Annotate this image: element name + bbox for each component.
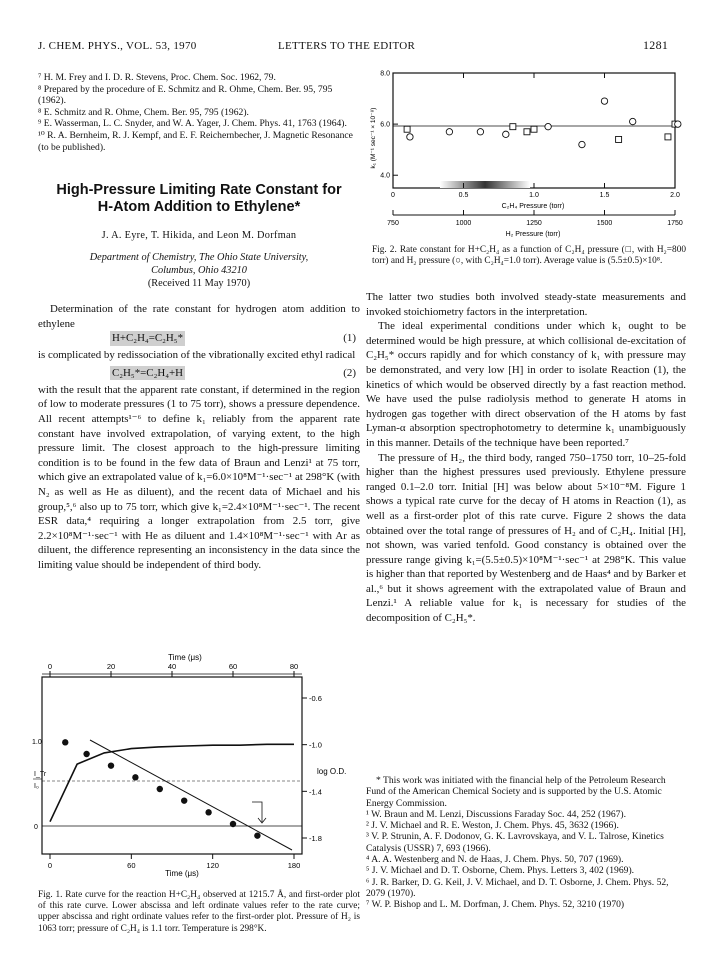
paragraph: The latter two studies both involved steady-state measurements and invoked stoichiometry factors in the interpretation. xyxy=(366,291,686,318)
fig1-first-order-point xyxy=(157,786,163,792)
reference: ⁸ Prepared by the procedure of E. Schmitz and R. Ohme, Chem. Ber. 95, 795 (1962). xyxy=(38,83,333,107)
fig1-right-axis-title: log O.D. xyxy=(317,767,347,776)
fig2-y-tick-label: 6.0 xyxy=(380,121,390,129)
fig1-fit-line xyxy=(90,740,292,850)
fig1-top-tick-label: 60 xyxy=(228,662,238,671)
fig1-first-order-point xyxy=(132,774,138,780)
fig1-top-tick-label: 0 xyxy=(47,662,53,671)
fig1-first-order-point xyxy=(230,821,236,827)
affiliation-line: Department of Chemistry, The Ohio State University, xyxy=(89,252,309,263)
fig1-top-tick-label: 40 xyxy=(167,662,177,671)
footnote: ¹ W. Braun and M. Lenzi, Discussions Faraday Soc. 44, 252 (1967). xyxy=(366,808,627,820)
fig2-x2-ticks xyxy=(387,210,683,227)
footnote: ⁵ J. V. Michael and D. T. Osborne, Chem. Phys. Letters 3, 402 (1969). xyxy=(366,865,635,877)
fig1-bottom-tick-label: 60 xyxy=(127,861,136,870)
footnote: ² J. V. Michael and R. E. Weston, J. Chem. Phys. 45, 3632 (1966). xyxy=(366,820,619,832)
top-references xyxy=(38,72,360,153)
paragraph: is complicated by redissociation of the vibrationally excited ethyl radical xyxy=(38,349,356,362)
equation-number: (2) xyxy=(343,366,356,379)
fig1-left-tick: 0 xyxy=(34,824,38,831)
article-title xyxy=(34,182,364,216)
fig1-bottom-tick-label: 180 xyxy=(287,861,301,870)
fig2-x2-tick-label: 1500 xyxy=(596,220,613,227)
reference: ⁹ E. Wasserman, L. C. Snyder, and W. A. Yager, J. Chem. Phys. 41, 1763 (1964). xyxy=(38,118,347,130)
fig2-circle-point xyxy=(503,131,509,137)
fig2-points xyxy=(404,98,681,148)
reference: ⁸ E. Schmitz and R. Ohme, Chem. Ber. 95, 795 (1962). xyxy=(38,106,249,118)
fig1-first-order-point xyxy=(83,751,89,757)
fig1-right-tick-label: -1.8 xyxy=(309,834,322,843)
paragraph: The pressure of H₂, the third body, ranged 750–1750 torr, 10–25-fold higher than the highest pressures used previously. Ethylene pressure ranged 0.1–2.0 torr. Initial [H] was below about 5×10⁻⁸M. Figure 1 shows a typical rate curve for the decay of H atoms in Reaction (1), as well as a first-order plot of this rate curve. Figure 2 shows the data obtained over the total range of pressures of H₂ and of C₂H₄. Initial [H], not shown, was varied tenfold. Good constancy is obtained over the pressure range giving k₁=(5.5±0.5)×10⁸M⁻¹·sec⁻¹ at 298°K. This value is higher than that reported by Westenberg and de Haas⁴ and by Barker et al.,⁶ but it shows agreement with the extrapolated value of Braun and Lenzi.¹ A reliable value for k₁ is necessary for studies of the decomposition of C₂H₅*. xyxy=(366,451,686,625)
figure-1-caption: Fig. 1. Rate curve for the reaction H+C₂H₄ observed at 1215.7 Å, and first-order plot of this rate curve. Lower abscissa and left ordinate values refer to the rate curve; upper abscissa and right ordinate values refer to the first-order plot. Pressure of H₂ is 1063 torr; pressure of C₂H₄ is 1.1 torr. Temperature is 298°K. xyxy=(38,890,360,934)
fig2-x-tick-label: 0.5 xyxy=(458,192,469,199)
footnote: * This work was initiated with the financial help of the Petroleum Research Fund of the American Chemical Society and is supported by the U.S. Atomic Energy Commission. xyxy=(366,775,666,809)
equation-text: C₂H₅*=C₂H₄+H xyxy=(112,366,184,379)
title-line: High-Pressure Limiting Rate Constant for xyxy=(56,182,342,198)
fig1-bottom-axis-title: Time (μs) xyxy=(165,869,199,878)
fig2-circle-point xyxy=(601,98,607,104)
fig2-x-title: C₂H₄ Pressure (torr) xyxy=(501,203,565,210)
fig1-left-label-num: I_Tr xyxy=(34,771,47,778)
fig2-square-point xyxy=(531,126,537,132)
fig1-first-order-point xyxy=(108,762,114,768)
fig2-circle-point xyxy=(675,121,681,127)
footnote: ⁷ W. P. Bishop and L. M. Dorfman, J. Chem. Phys. 52, 3210 (1970) xyxy=(366,899,625,911)
fig2-circle-point xyxy=(446,129,452,135)
page-number: 1281 xyxy=(643,38,669,52)
received-date: (Received 11 May 1970) xyxy=(147,278,251,289)
fig2-square-point xyxy=(665,134,671,140)
equation-text: H+C₂H₄=C₂H₅* xyxy=(112,332,184,345)
paragraph: with the result that the apparent rate constant, if determined in the region of low to moderate pressures (1 to 75 torr), shows a pressure dependence. All recent attempts¹⁻⁶ to define k₁ reliably from the apparent rate constant have involved extrapolation, of varying extent, to the high pressure limit. The closest approach to the high-pressure limiting condition is to be found in the few data of Braun and Lenzi¹ at 75 torr, which give an extrapolated value of k₁=6.0×10⁸M⁻¹·sec⁻¹ at 298°K (with N₂ as well as He as diluent), and the recent data of Michael and his group,⁵,⁶ also up to 75 torr, which give k₁=2.4×10⁸M⁻¹·sec⁻¹. The recent ESR data,⁴ requiring a longer extrapolation from 2.5 torr, give 2.2×10⁸M⁻¹·sec⁻¹ with He as diluent and 1.4×10⁸M⁻¹·sec⁻¹ with Ar as diluent, the difference representing an inconsistency in the data since the limiting value should be independent of third body. xyxy=(38,383,360,571)
fig2-circle-point xyxy=(545,123,551,129)
running-journal: J. CHEM. PHYS., VOL. 53, 1970 xyxy=(38,40,197,52)
fig1-right-tick-label: -1.4 xyxy=(309,787,322,797)
fig2-x-tick-label: 0 xyxy=(391,192,395,199)
fig1-top-ticks xyxy=(42,662,302,677)
fig2-x2-tick-label: 1250 xyxy=(526,220,542,227)
figure-2-caption: Fig. 2. Rate constant for H+C₂H₄ as a function of C₂H₄ pressure (□, with H₂=800 torr) and H₂ pressure (○, with C₂H₄=1.0 torr). Average value is (5.5±0.5)×10⁸. xyxy=(372,245,686,267)
figure-2 xyxy=(365,68,685,243)
affiliation xyxy=(34,251,364,277)
fig2-x-tick-label: 1.5 xyxy=(599,192,610,199)
fig1-bottom-ticks xyxy=(48,854,300,870)
paragraph: Determination of the rate constant for hydrogen atom addition to ethylene xyxy=(38,303,360,330)
footnote: ⁴ A. A. Westenberg and N. de Haas, J. Chem. Phys. 50, 707 (1969). xyxy=(366,854,624,866)
running-section: LETTERS TO THE EDITOR xyxy=(278,40,416,52)
fig2-circle-point xyxy=(630,118,636,124)
fig2-square-point xyxy=(404,126,410,132)
fig1-left-label-den: I₀ xyxy=(34,783,39,790)
fig2-x2-tick-label: 1750 xyxy=(667,220,683,227)
footnote: ³ V. P. Strunin, A. F. Dodonov, G. K. Lavrovskaya, and V. L. Talrose, Kinetics Catalysis (USSR) 7, 693 (1966). xyxy=(366,831,664,854)
footnote: ⁶ J. R. Barker, D. G. Keil, J. V. Michael, and D. T. Osborne, J. Chem. Phys. 52, 2079 (1970). xyxy=(366,876,669,899)
fig2-circle-point xyxy=(477,129,483,135)
title-line: H-Atom Addition to Ethylene* xyxy=(97,199,301,215)
fig1-first-order-point xyxy=(181,797,187,803)
equation-1 xyxy=(38,331,360,348)
fig1-frame xyxy=(42,677,302,854)
fig1-bottom-tick-label: 120 xyxy=(206,861,219,870)
fig1-top-axis-title: Time (μs) xyxy=(168,653,202,662)
fig2-y-ticks xyxy=(380,71,398,180)
figure-1 xyxy=(30,650,360,885)
fig1-first-order-point xyxy=(205,809,211,815)
fig2-x2-tick-label: 1000 xyxy=(455,220,472,227)
fig1-bottom-tick-label: 0 xyxy=(47,861,53,870)
fig1-first-order-point xyxy=(254,832,260,838)
fig2-x2-tick-label: 750 xyxy=(387,220,399,227)
fig2-x-tick-label: 1.0 xyxy=(529,192,539,199)
left-column-text xyxy=(38,302,360,573)
fig2-square-point xyxy=(510,124,516,130)
equation-2 xyxy=(38,366,360,383)
paragraph: The ideal experimental conditions under which k₁ ought to be determined would be high pressure, at which collisional de-excitation of C₂H₅* occurs rapidly and for which constancy of k₁ with pressure may be demonstrated, and very low [H] in order to isolate Reaction (1), the kinetics of which would be observed directly by a fast reaction method. We have used the pulse radiolysis method to generate H atoms in hydrogen gas together with direct observation of the H atoms by fast Lyman-α absorption spectrophotometry to determine k₁ unambiguously in this manner. Details of the technique have been reported.⁷ xyxy=(366,320,686,449)
fig2-x2-title: H₂ Pressure (torr) xyxy=(505,231,561,238)
fig2-circle-point xyxy=(579,141,585,147)
fig1-right-tick-label: -0.6 xyxy=(309,694,322,703)
fig1-arrow xyxy=(252,802,266,823)
fig1-first-order-point xyxy=(62,739,68,745)
authors: J. A. Eyre, T. Hikida, and Leon M. Dorfman xyxy=(101,230,297,241)
fig2-y-tick-label: 4.0 xyxy=(380,172,390,180)
fig1-top-tick-label: 80 xyxy=(289,662,299,671)
fig2-square-point xyxy=(524,129,530,135)
fig1-left-tick: 1.0 xyxy=(32,739,42,746)
footnotes xyxy=(366,775,686,911)
fig1-right-tick-label: -1.0 xyxy=(309,740,322,750)
equation-number: (1) xyxy=(343,332,356,345)
fig1-first-order-points xyxy=(62,739,261,839)
fig2-y-label: k₁ (M⁻¹ sec⁻¹ × 10⁻⁸) xyxy=(370,107,377,169)
fig2-y-tick-label: 8.0 xyxy=(380,70,390,78)
fig2-square-point xyxy=(616,136,622,142)
right-column-text xyxy=(366,290,686,626)
fig2-x-tick-label: 2.0 xyxy=(670,192,680,199)
fig1-top-tick-label: 20 xyxy=(106,662,116,671)
fig2-circle-point xyxy=(407,134,413,140)
reference: ¹⁰ R. A. Bernheim, R. J. Kempf, and E. F. Reichernbecher, J. Magnetic Resonance (to be published). xyxy=(38,129,353,153)
affiliation-line: Columbus, Ohio 43210 xyxy=(151,265,247,276)
fig2-x-ticks xyxy=(391,73,680,199)
reference: ⁷ H. M. Frey and I. D. R. Stevens, Proc. Chem. Soc. 1962, 79. xyxy=(38,72,276,83)
fig2-shaded-region xyxy=(440,181,530,188)
